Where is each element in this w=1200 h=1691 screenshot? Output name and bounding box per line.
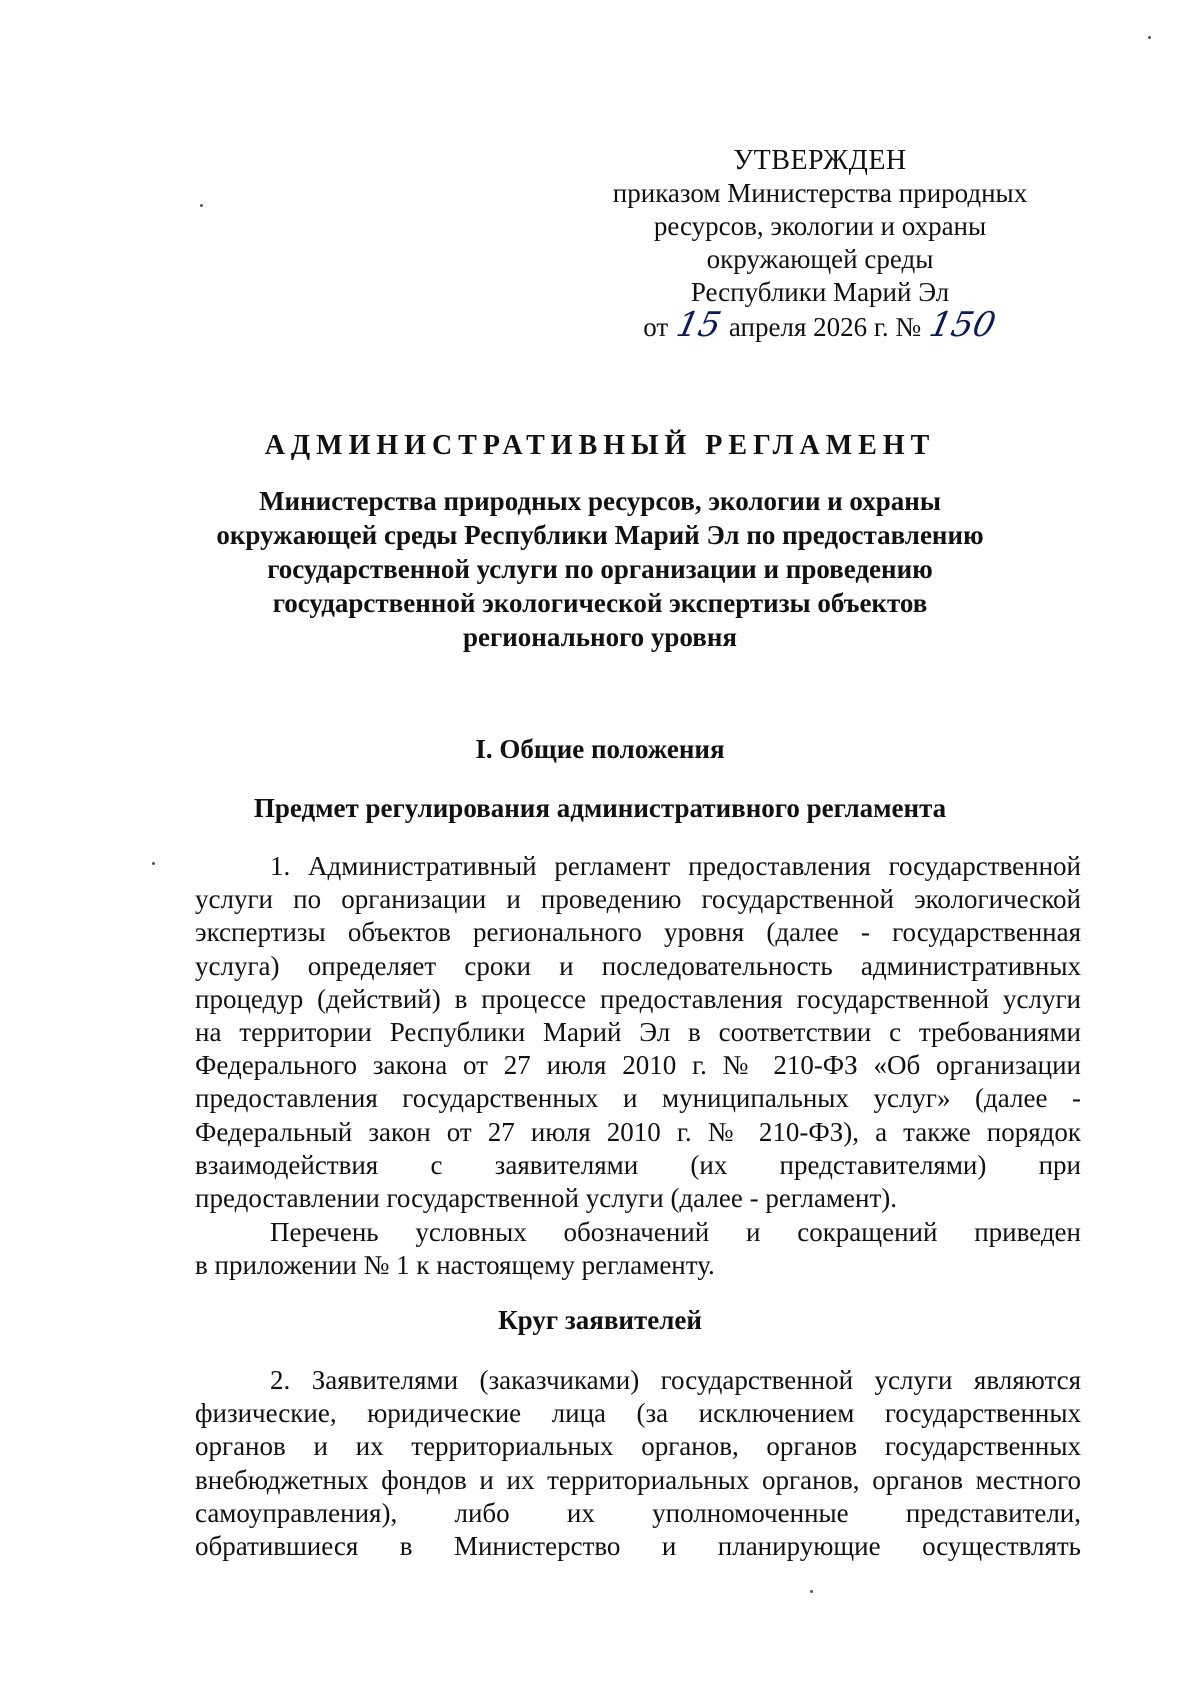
text-line: взаимодействия с заявителями (их представителями) при — [195, 1149, 1081, 1180]
subsection-title: Предмет регулирования административного регламента — [253, 793, 947, 823]
approval-title: УТВЕРЖДЕН — [733, 145, 907, 176]
text-line: органов и их территориальных органов, органов государственных — [195, 1431, 1081, 1462]
text-line: Федерального закона от 27 июля 2010 г. № 210-ФЗ «Об организации — [195, 1050, 1081, 1081]
scan-speck — [200, 204, 203, 207]
handwritten-day: 15 — [672, 305, 725, 345]
subtitle-line: окружающей среды Республики Марий Эл по предоставлению — [216, 520, 984, 550]
approval-line-4: Республики Марий Эл — [690, 277, 950, 307]
subtitle-line: регионального уровня — [462, 622, 738, 652]
text-line: 1. Административный регламент предоставления государственной — [270, 851, 1081, 881]
text-line: Перечень условных обозначений и сокращений приведен — [270, 1217, 1081, 1247]
paragraph-2 — [195, 1364, 1081, 1563]
text-line: Федеральный закон от 27 июля 2010 г. № 210-ФЗ), а также порядок — [195, 1116, 1081, 1147]
text-line: в приложении № 1 к настоящему регламенту. — [195, 1250, 715, 1281]
subtitle-line: государственной услуги по организации и проведению — [267, 554, 933, 584]
date-prefix: от — [643, 312, 669, 342]
approval-date-line — [560, 305, 1080, 345]
scan-speck — [152, 862, 155, 865]
text-line: самоуправления), либо их уполномоченные представители, — [195, 1497, 1081, 1528]
approval-line-2: ресурсов, экологии и охраны — [653, 211, 987, 241]
approval-line-1: приказом Министерства природных — [612, 178, 1028, 208]
approval-line-3: окружающей среды — [706, 244, 934, 274]
text-line: физические, юридические лица (за исключением государственных — [195, 1398, 1081, 1429]
document-type-heading: АДМИНИСТРАТИВНЫЙ РЕГЛАМЕНТ — [264, 430, 936, 461]
text-line: предоставлении государственной услуги (далее - регламент). — [195, 1182, 898, 1213]
subsection-title: Круг заявителей — [498, 1305, 702, 1335]
text-line: услуга) определяет сроки и последовательность административных — [195, 950, 1081, 981]
paragraph-1 — [195, 850, 1081, 1215]
handwritten-number: 150 — [925, 305, 1000, 345]
subtitle-line: государственной экологической экспертизы объектов — [272, 588, 928, 618]
text-line: предоставления государственных и муниципальных услуг» (далее - — [195, 1083, 1081, 1114]
subtitle-line: Министерства природных ресурсов, экологии и охраны — [259, 486, 941, 516]
paragraph-1-continuation — [195, 1216, 1081, 1282]
text-line: услуги по организации и проведению государственной экологической — [195, 884, 1081, 915]
text-line: процедур (действий) в процессе предоставления государственной услуги — [195, 983, 1081, 1014]
text-line: 2. Заявителями (заказчиками) государственной услуги являются — [270, 1365, 1081, 1395]
text-line: обратившиеся в Министерство и планирующие осуществлять — [195, 1530, 1081, 1561]
text-line: внебюджетных фондов и их территориальных органов, органов местного — [195, 1464, 1081, 1495]
text-line: на территории Республики Марий Эл в соответствии с требованиями — [195, 1016, 1081, 1047]
approval-block — [560, 144, 1080, 344]
text-line: экспертизы объектов регионального уровня (далее - государственная — [195, 917, 1081, 948]
date-middle: апреля 2026 г. № — [728, 312, 922, 342]
scan-speck — [1148, 36, 1151, 39]
section-title: I. Общие положения — [475, 734, 725, 764]
document-subtitle — [150, 484, 1050, 654]
scan-speck — [810, 1590, 813, 1593]
